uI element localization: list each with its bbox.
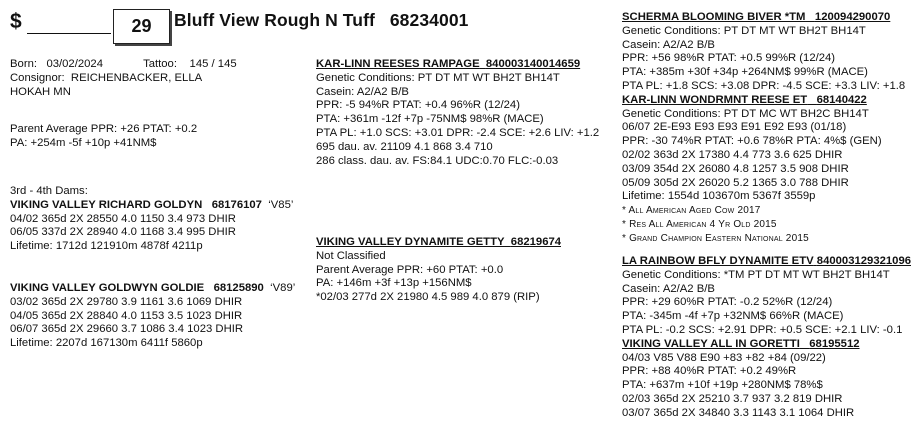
sires-sire-line: Casein: A2/A2 B/B bbox=[622, 38, 715, 51]
sire-block bbox=[316, 58, 599, 168]
lot-number: 29 bbox=[131, 16, 152, 36]
consignor-label: Consignor: bbox=[10, 71, 65, 84]
dams-sire-line: PPR: +29 60%R PTAT: -0.2 52%R (12/24) bbox=[622, 296, 833, 309]
animal-info bbox=[10, 58, 237, 99]
sire-line: 286 class. dau. av. FS:84.1 UDC:0.70 FLC:-0.03 bbox=[316, 154, 559, 167]
sires-sire-title bbox=[622, 11, 905, 25]
honor-item: * All American Aged Cow 2017 bbox=[622, 205, 761, 217]
fourth-dam bbox=[10, 282, 295, 351]
animal-title bbox=[174, 10, 469, 31]
dams-dam-line: 02/03 365d 2X 25210 3.7 937 3.2 819 DHIR bbox=[622, 392, 843, 405]
dams-sire-title bbox=[622, 255, 911, 269]
dam4-reg: 68125890 bbox=[213, 282, 264, 294]
sires-sire-block bbox=[622, 11, 905, 246]
dams-sire-line: Genetic Conditions: *TM PT DT MT WT BH2T BH14T bbox=[622, 268, 890, 281]
dams-label: 3rd - 4th Dams: bbox=[10, 185, 88, 197]
dam-name: VIKING VALLEY DYNAMITE GETTY bbox=[316, 236, 505, 248]
dams-dam-title bbox=[622, 338, 911, 352]
dam-line: *02/03 277d 2X 21980 4.5 989 4.0 879 (RIP) bbox=[316, 291, 540, 304]
sires-dam-line: 02/02 363d 2X 17380 4.4 773 3.6 625 DHIR bbox=[622, 148, 843, 161]
animal-reg: 68234001 bbox=[389, 10, 469, 30]
lot-number-box bbox=[113, 9, 170, 44]
sires-sire-reg: 120094290070 bbox=[814, 11, 891, 23]
third-fourth-dams bbox=[10, 185, 293, 254]
dam-block bbox=[316, 236, 561, 305]
sire-line: PTA: +361m -12f +7p -75NM$ 98%R (MACE) bbox=[316, 113, 544, 126]
sires-dam-line: 06/07 2E-E93 E93 E93 E91 E92 E93 (01/18) bbox=[622, 121, 847, 134]
dams-sire-reg: 840003129321096 bbox=[816, 255, 912, 267]
born-label: Born: bbox=[10, 58, 38, 70]
born-date: 03/02/2024 bbox=[46, 58, 103, 70]
consignor-name: REICHENBACKER, ELLA bbox=[70, 71, 203, 84]
dams-dam-line: 04/03 V85 V88 E90 +83 +82 +84 (09/22) bbox=[622, 351, 826, 364]
parent-average-pa: PA: +254m -5f +10p +41NM$ bbox=[10, 136, 157, 149]
sires-dam-title bbox=[622, 94, 905, 108]
dams-sire-line: PTA PL: -0.2 SCS: +2.91 DPR: +0.5 SCE: +2.1 LIV: -0.1 bbox=[622, 323, 903, 336]
sires-dam-line: Lifetime: 1554d 103670m 5367f 3559p bbox=[622, 190, 816, 203]
honor-item: * Res All American 4 Yr Old 2015 bbox=[622, 218, 777, 230]
dams-dam-name: VIKING VALLEY ALL IN GORETTI bbox=[622, 337, 800, 350]
sire-name: KAR-LINN REESES RAMPAGE bbox=[316, 58, 480, 70]
dam3-record: 06/05 337d 2X 28940 4.0 1168 3.4 995 DHIR bbox=[10, 226, 236, 239]
dam3-score: ‘V85’ bbox=[268, 198, 294, 211]
sires-dam-name: KAR-LINN WONDRMNT REESE ET bbox=[622, 93, 808, 106]
sires-dam-line: 03/09 354d 2X 26080 4.8 1257 3.5 908 DHIR bbox=[622, 162, 849, 175]
dam4-lifetime: Lifetime: 2207d 167130m 6411f 5860p bbox=[10, 337, 203, 350]
dam3-record: 04/02 365d 2X 28550 4.0 1150 3.4 973 DHIR bbox=[10, 212, 236, 225]
dam3-name: VIKING VALLEY RICHARD GOLDYN bbox=[10, 198, 203, 211]
consignor-location: HOKAH MN bbox=[10, 85, 71, 98]
sires-dam-reg: 68140422 bbox=[816, 93, 867, 106]
dams-dam-line: PPR: +88 40%R PTAT: +0.2 49%R bbox=[622, 365, 797, 378]
dams-dam-reg: 68195512 bbox=[809, 337, 860, 350]
parent-average-ppr: Parent Average PPR: +26 PTAT: +0.2 bbox=[10, 123, 198, 135]
tattoo-label: Tattoo: bbox=[143, 58, 177, 70]
price-blank-line bbox=[27, 33, 111, 34]
sires-sire-line: PTA: +385m +30f +34p +264NM$ 99%R (MACE) bbox=[622, 66, 868, 79]
dam4-record: 06/07 365d 2X 29660 3.7 1086 3.4 1023 DHIR bbox=[10, 323, 244, 336]
dam4-name: VIKING VALLEY GOLDWYN GOLDIE bbox=[10, 282, 205, 294]
sire-line: Genetic Conditions: PT DT MT WT BH2T BH14T bbox=[316, 71, 560, 84]
dam-reg: 68219674 bbox=[510, 236, 562, 248]
sires-dam-line: PPR: -30 74%R PTAT: +0.6 78%R PTA: 4%$ (GEN) bbox=[622, 135, 882, 148]
dam3-reg: 68176107 bbox=[211, 198, 262, 211]
dams-sire-line: PTA: -345m -4f +7p +32NM$ 66%R (MACE) bbox=[622, 310, 844, 323]
dams-dam-line: 03/07 365d 2X 34840 3.3 1143 3.1 1064 DHIR bbox=[622, 406, 855, 419]
sire-title bbox=[316, 58, 599, 72]
dams-sire-line: Casein: A2/A2 B/B bbox=[622, 282, 715, 295]
sires-sire-line: PTA PL: +1.8 SCS: +3.08 DPR: -4.5 SCE: +3.3 LIV: +1.8 bbox=[622, 79, 906, 92]
animal-name: Bluff View Rough N Tuff bbox=[174, 10, 375, 30]
sire-line: Casein: A2/A2 B/B bbox=[316, 85, 409, 98]
sires-sire-name: SCHERMA BLOOMING BIVER *TM bbox=[622, 11, 806, 23]
honor-item: * Grand Champion Eastern National 2015 bbox=[622, 232, 809, 244]
dams-sire-block bbox=[622, 255, 911, 421]
sire-line: PPR: -5 94%R PTAT: +0.4 96%R (12/24) bbox=[316, 99, 520, 112]
dams-dam-line: PTA: +637m +10f +19p +280NM$ 78%$ bbox=[622, 379, 823, 392]
sires-dam-line: Genetic Conditions: PT DT MC WT BH2C BH14T bbox=[622, 107, 869, 120]
sire-line: 695 dau. av. 21109 4.1 868 3.4 710 bbox=[316, 140, 493, 153]
dam3-lifetime: Lifetime: 1712d 121910m 4878f 4211p bbox=[10, 240, 203, 253]
dam-line: Parent Average PPR: +60 PTAT: +0.0 bbox=[316, 263, 504, 276]
dams-sire-name: LA RAINBOW BFLY DYNAMITE ETV bbox=[622, 255, 814, 267]
sire-line: PTA PL: +1.0 SCS: +3.01 DPR: -2.4 SCE: +2.6 LIV: +1.2 bbox=[316, 126, 600, 139]
tattoo-value: 145 / 145 bbox=[189, 58, 237, 70]
price-currency: $ bbox=[10, 10, 22, 33]
sire-reg: 840003140014659 bbox=[485, 58, 581, 70]
parent-average bbox=[10, 123, 197, 151]
sires-sire-line: PPR: +56 98%R PTAT: +0.5 99%R (12/24) bbox=[622, 52, 836, 65]
dam-line: PA: +146m +3f +13p +156NM$ bbox=[316, 277, 472, 290]
dam-line: Not Classified bbox=[316, 249, 386, 262]
dam4-record: 04/05 365d 2X 28840 4.0 1153 3.5 1023 DHIR bbox=[10, 309, 243, 322]
dam4-score: ‘V89’ bbox=[270, 282, 296, 294]
sires-dam-line: 05/09 305d 2X 26020 5.2 1365 3.0 788 DHIR bbox=[622, 176, 849, 189]
sires-sire-line: Genetic Conditions: PT DT MT WT BH2T BH14T bbox=[622, 24, 866, 37]
dam-title bbox=[316, 236, 561, 250]
dam4-record: 03/02 365d 2X 29780 3.9 1161 3.6 1069 DHIR bbox=[10, 295, 243, 308]
